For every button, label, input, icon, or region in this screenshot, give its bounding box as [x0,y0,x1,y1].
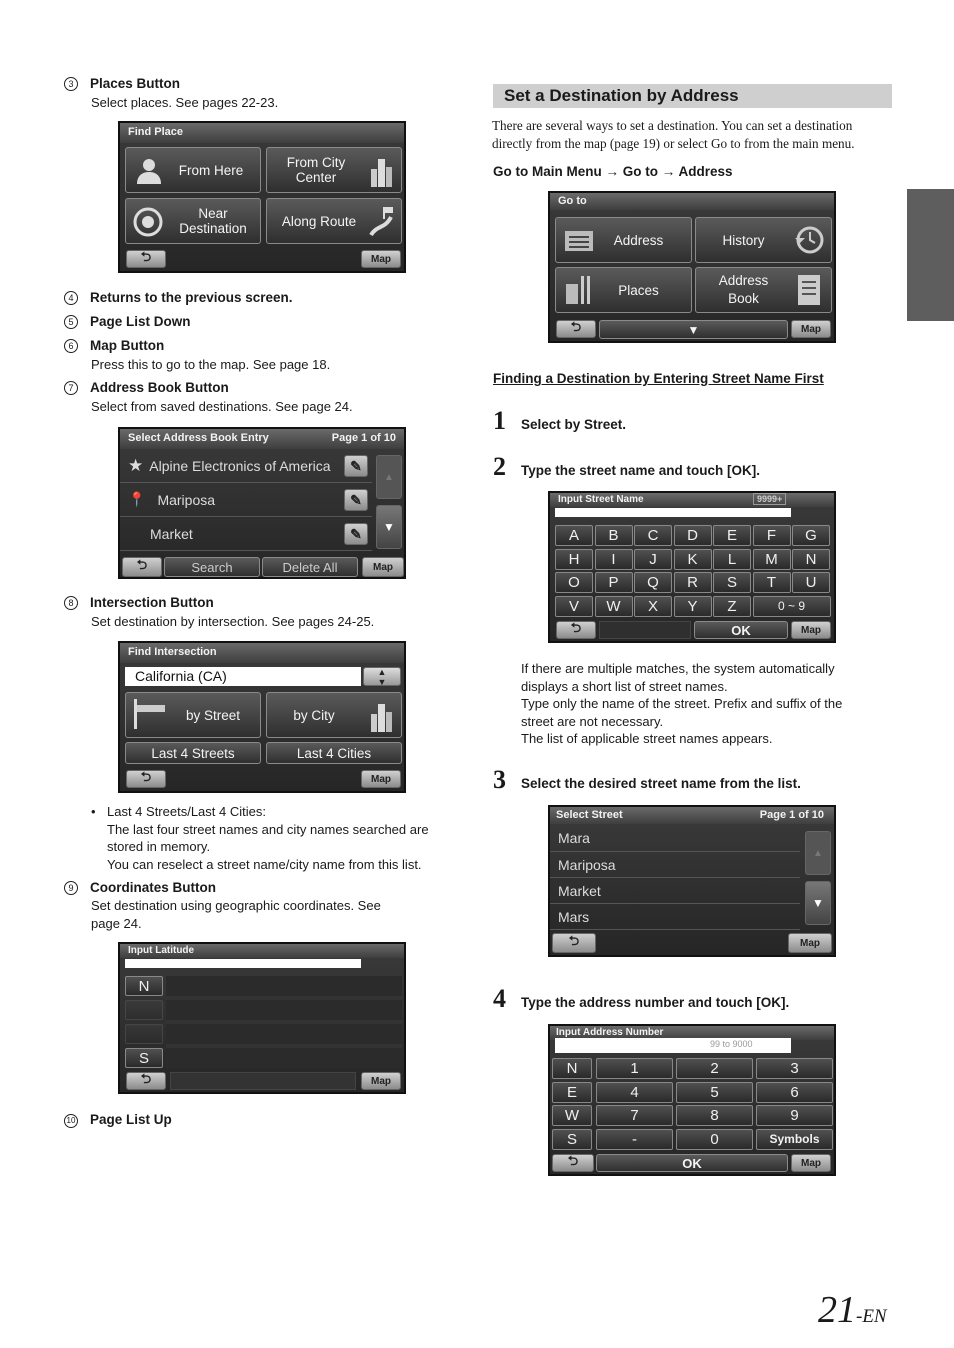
back-button[interactable] [126,1072,166,1090]
intro-text: There are several ways to set a destination. You can set a destination directly from the map (page 19) or select Go to from the main menu. [492,118,855,151]
page-number: 21-EN [818,1289,887,1331]
key-n[interactable]: N [552,1058,592,1079]
key-f[interactable]: F [753,525,791,546]
section-title: Set a Destination by Address [493,84,892,108]
screen-title: Input Street Name 9999+ [550,493,834,507]
step-text: Select the desired street name from the list. [521,776,801,791]
ok-button[interactable]: OK [694,621,788,639]
screen-title: Select Street Page 1 of 10 [550,807,834,824]
ok-button[interactable]: OK [596,1154,788,1172]
key-k[interactable]: K [674,549,712,570]
key-x[interactable]: X [634,596,672,617]
back-button[interactable] [552,1154,594,1172]
key-9[interactable]: 9 [756,1105,833,1126]
item-address-book-desc: Select from saved destinations. See page 24. [91,399,353,414]
map-button[interactable]: Map [362,557,404,577]
pin-icon: 📍 [128,491,146,507]
map-button[interactable]: Map [788,933,832,953]
key-q[interactable]: Q [634,572,672,593]
person-icon [134,156,164,186]
item-places-desc: Select places. See pages 22-23. [91,95,279,110]
list-item[interactable]: Market [550,878,800,904]
city-icon [369,700,393,732]
page-down-button[interactable] [599,320,788,339]
key-8[interactable]: 8 [676,1105,753,1126]
edit-icon[interactable]: ✎ [344,489,368,511]
key-i[interactable]: I [595,549,633,570]
page-up-button[interactable]: ▲ [805,831,831,875]
find-place-screen [118,121,406,273]
key-6[interactable]: 6 [756,1082,833,1103]
key-n[interactable]: N [125,976,163,996]
last-4-cities-button[interactable]: Last 4 Cities [266,742,402,764]
back-arrow-icon: ⮌ [568,933,580,948]
screen-title: Go to [550,193,834,210]
back-button[interactable] [552,933,596,953]
screen-title: Input Address Number [550,1026,834,1040]
key-t[interactable]: T [753,572,791,593]
screen-title: Find Intersection [120,643,404,663]
subheading: Finding a Destination by Entering Street Name First [493,371,824,386]
city-icon [369,155,393,187]
list-item[interactable]: Mars [550,904,800,930]
ok-button-disabled [170,1072,356,1090]
back-button[interactable] [122,557,162,577]
key-e[interactable]: E [713,525,751,546]
key-symbols[interactable]: Symbols [756,1129,833,1150]
history-button[interactable]: History [695,217,832,263]
street-sign-icon [132,697,166,731]
search-button[interactable]: Search [164,557,260,577]
route-flag-icon [367,205,395,237]
key-p[interactable]: P [595,572,633,593]
step-number: 3 [493,765,506,794]
map-button[interactable]: Map [791,1154,831,1172]
last-4-streets-button[interactable]: Last 4 Streets [125,742,261,764]
by-city-button[interactable]: by City [266,692,402,738]
list-item[interactable]: Mara [550,825,800,852]
latitude-input[interactable] [125,959,361,968]
back-arrow-icon: ⮌ [140,769,152,784]
along-route-button[interactable]: Along Route [266,198,402,244]
section-tab [907,189,954,321]
key-r[interactable]: R [674,572,712,593]
places-icon [564,274,594,306]
item-page-list-up: 10 Page List Up [64,1112,172,1128]
street-note: If there are multiple matches, the system automatically displays a short list of street names. Type only the name of the street. Prefix and suffix of the street are not necessary. The list of applicable street names appears. [521,661,843,746]
star-icon: ★ [128,455,144,475]
key-disabled [125,1000,163,1020]
key-w[interactable]: W [552,1105,592,1126]
key-j[interactable]: J [634,549,672,570]
item-address-book: 7 Address Book Button [64,380,229,395]
step-number: 1 [493,406,506,435]
select-street-screen [548,805,836,957]
item-coordinates: 9 Coordinates Button [64,880,216,895]
item-map-desc: Press this to go to the map. See page 18. [91,357,331,372]
key-y[interactable]: Y [674,596,712,617]
find-intersection-screen [118,641,406,793]
back-arrow-icon: ⮌ [567,1153,579,1168]
key-m[interactable]: M [753,549,791,570]
back-button[interactable] [126,770,166,788]
disabled-keypad [166,976,402,1068]
book-icon [797,274,821,306]
goto-screen [548,191,836,343]
key-e[interactable]: E [552,1082,592,1103]
input-address-number-screen [548,1024,836,1176]
map-button[interactable]: Map [361,770,401,788]
key-u[interactable]: U [792,572,830,593]
list-item[interactable]: Mariposa [550,852,800,878]
key-n[interactable]: N [792,549,830,570]
count-badge: 9999+ [753,493,786,505]
key-c[interactable]: C [634,525,672,546]
screen-title: Select Address Book Entry Page 1 of 10 [120,429,404,449]
key-numbers[interactable]: 0 ~ 9 [753,596,831,617]
step-text: Type the address number and touch [OK]. [521,995,790,1010]
target-icon [133,207,163,237]
back-arrow-icon: ⮌ [136,557,148,572]
key-7[interactable]: 7 [596,1105,673,1126]
item-coordinates-desc: Set destination using geographic coordinates. See page 24. [91,898,381,931]
edit-icon[interactable]: ✎ [344,455,368,477]
key-5[interactable]: 5 [676,1082,753,1103]
key-z[interactable]: Z [713,596,751,617]
item-page-list-down: 5 Page List Down [64,314,191,329]
key-s[interactable]: S [713,572,751,593]
step-text: Type the street name and touch [OK]. [521,463,761,478]
list-item[interactable]: Market ✎ [120,517,372,551]
key-d[interactable]: D [674,525,712,546]
item-intersection: 8 Intersection Button [64,595,214,610]
key-4[interactable]: 4 [596,1082,673,1103]
key-dash[interactable]: - [596,1129,673,1150]
list-item[interactable]: 📍 Mariposa ✎ [120,483,372,517]
by-street-button[interactable]: by Street [125,692,261,738]
address-button[interactable]: Address [555,217,692,263]
step-number: 4 [493,984,506,1013]
bullet-last4: Last 4 Streets/Last 4 Cities: The last four street names and city names searched are stored in memory. You can reselect a street name/city name from this list. [107,804,429,872]
from-here-button[interactable]: From Here [125,147,261,193]
bullet-bullet: • [91,804,96,819]
key-a[interactable]: A [555,525,593,546]
item-map-button: 6 Map Button [64,338,164,353]
back-arrow-icon: ⮌ [570,620,582,635]
key-v[interactable]: V [555,596,593,617]
chevron-down-icon: ▼ [687,322,700,337]
address-book-screen [118,427,406,579]
history-icon [793,224,825,256]
space-button-disabled [599,621,691,639]
screen-title: Find Place [120,123,404,143]
key-l[interactable]: L [713,549,751,570]
delete-all-button[interactable]: Delete All [262,557,358,577]
key-disabled [125,1024,163,1044]
step-text: Select by Street. [521,417,627,432]
back-button[interactable] [556,621,596,639]
input-street-screen [548,491,836,643]
state-spin-icon[interactable]: ▲ ▼ [363,667,401,686]
state-select[interactable]: California (CA) [125,667,361,686]
page-down-button[interactable]: ▼ [376,505,402,549]
key-o[interactable]: O [555,572,593,593]
street-name-input[interactable] [555,508,791,517]
key-3[interactable]: 3 [756,1058,833,1079]
page-down-button[interactable]: ▼ [805,881,831,925]
back-arrow-icon: ⮌ [140,1071,152,1086]
map-button[interactable]: Map [361,250,401,268]
edit-icon[interactable]: ✎ [344,523,368,545]
back-button[interactable] [556,320,596,338]
back-button[interactable] [126,250,166,268]
near-destination-button[interactable]: Near Destination [125,198,261,244]
map-button[interactable]: Map [361,1072,401,1090]
key-1[interactable]: 1 [596,1058,673,1079]
input-latitude-screen [118,942,406,1094]
page-up-button[interactable]: ▲ [376,455,402,499]
key-h[interactable]: H [555,549,593,570]
address-number-input[interactable]: 99 to 9000 [555,1038,791,1053]
key-2[interactable]: 2 [676,1058,753,1079]
places-button[interactable]: Places [555,267,692,313]
list-item[interactable]: ★ Alpine Electronics of America ✎ [120,449,372,483]
key-0[interactable]: 0 [676,1129,753,1150]
item-intersection-desc: Set destination by intersection. See pages 24-25. [91,614,375,629]
key-g[interactable]: G [792,525,830,546]
map-button[interactable]: Map [791,621,831,639]
item-returns: 4 Returns to the previous screen. [64,290,293,305]
key-w[interactable]: W [595,596,633,617]
back-arrow-icon: ⮌ [140,249,152,264]
item-places-button: 3 Places Button [64,76,180,91]
address-list-icon [564,230,594,252]
key-s[interactable]: S [552,1129,592,1150]
address-book-button[interactable]: Address Book [695,267,832,313]
screen-title: Input Latitude [120,944,404,958]
menu-path: Go to Main Menu → Go to → Address [493,164,733,179]
key-s[interactable]: S [125,1048,163,1068]
key-b[interactable]: B [595,525,633,546]
step-number: 2 [493,452,506,481]
from-city-center-button[interactable]: From City Center [266,147,402,193]
back-arrow-icon: ⮌ [570,319,582,334]
map-button[interactable]: Map [791,320,831,338]
